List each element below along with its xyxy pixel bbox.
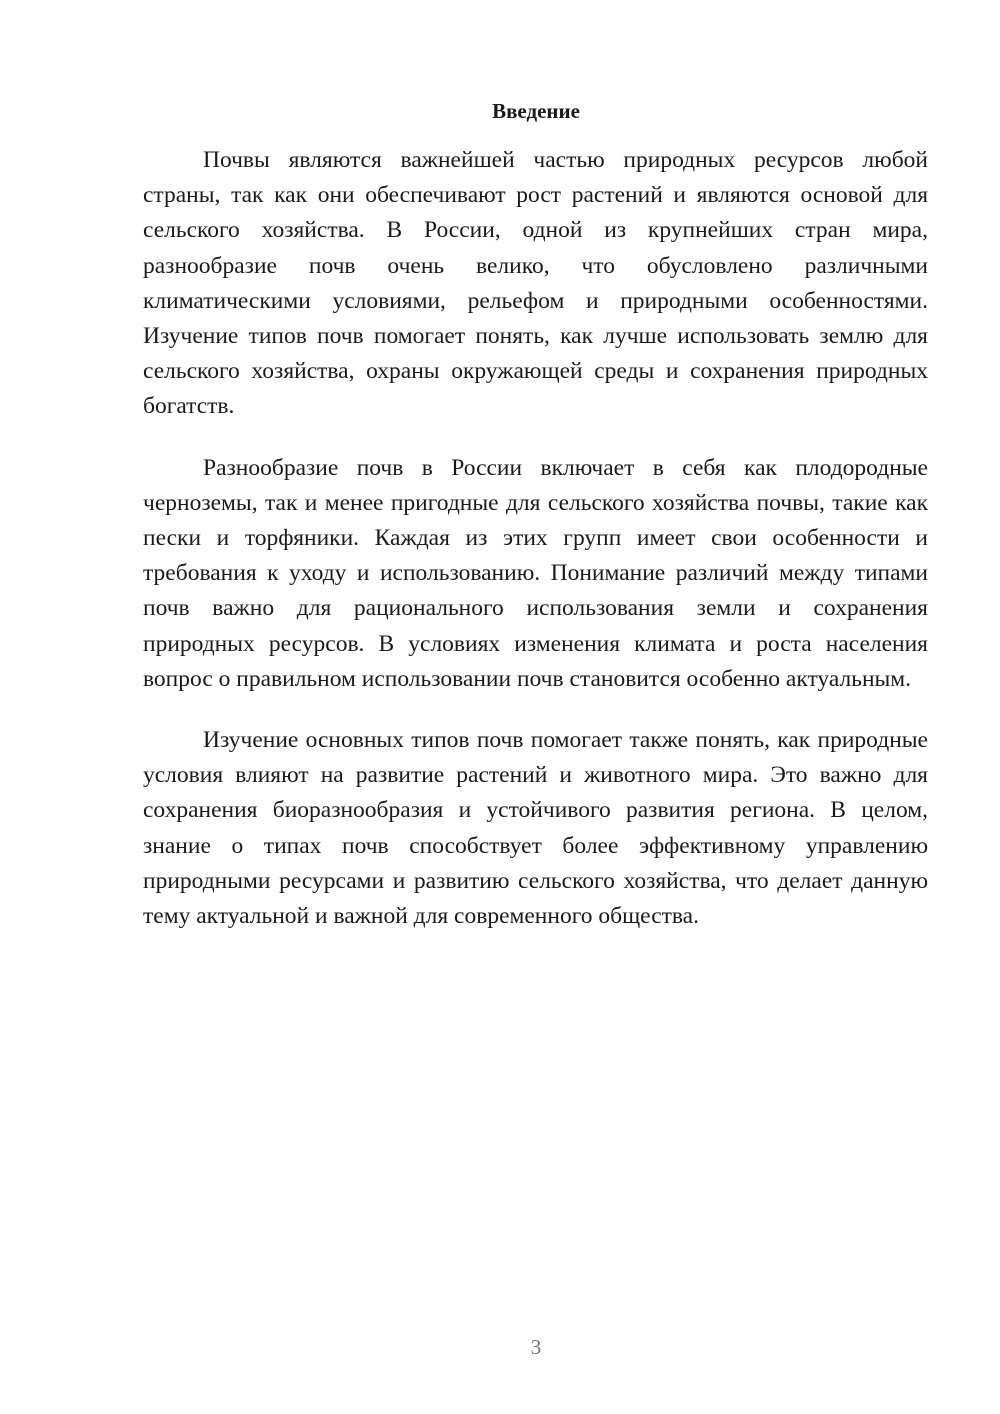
body-text (143, 143, 928, 960)
page-number: 3 (530, 1335, 542, 1359)
section-heading: Введение (492, 99, 580, 123)
paragraph: Разнообразие почв в России включает в себя как плодородные черноземы, так и менее пригодные для сельского хозяйства почвы, такие как пески и торфяники. Каждая из этих групп имеет свои особенности и требования к уходу и использованию. Понимание различий между типами почв важно для рационального использования земли и сохранения природных ресурсов. В условиях изменения климата и роста населения вопрос о правильном использовании почв становится особенно актуальным. (143, 454, 928, 692)
paragraph: Почвы являются важнейшей частью природных ресурсов любой страны, так как они обеспечивают рост растений и являются основой для сельского хозяйства. В России, одной из крупнейших стран мира, разнообразие почв очень велико, что обусловлено различными климатическими условиями, рельефом и природными особенностями. Изучение типов почв помогает понять, как лучше использовать землю для сельского хозяйства, охраны окружающей среды и сохранения природных богатств. (143, 147, 928, 420)
paragraph: Изучение основных типов почв помогает также понять, как природные условия влияют на развитие растений и животного мира. Это важно для сохранения биоразнообразия и устойчивого развития региона. В целом, знание о типах почв способствует более эффективному управлению природными ресурсами и развитию сельского хозяйства, что делает данную тему актуальной и важной для современного общества. (143, 727, 928, 930)
